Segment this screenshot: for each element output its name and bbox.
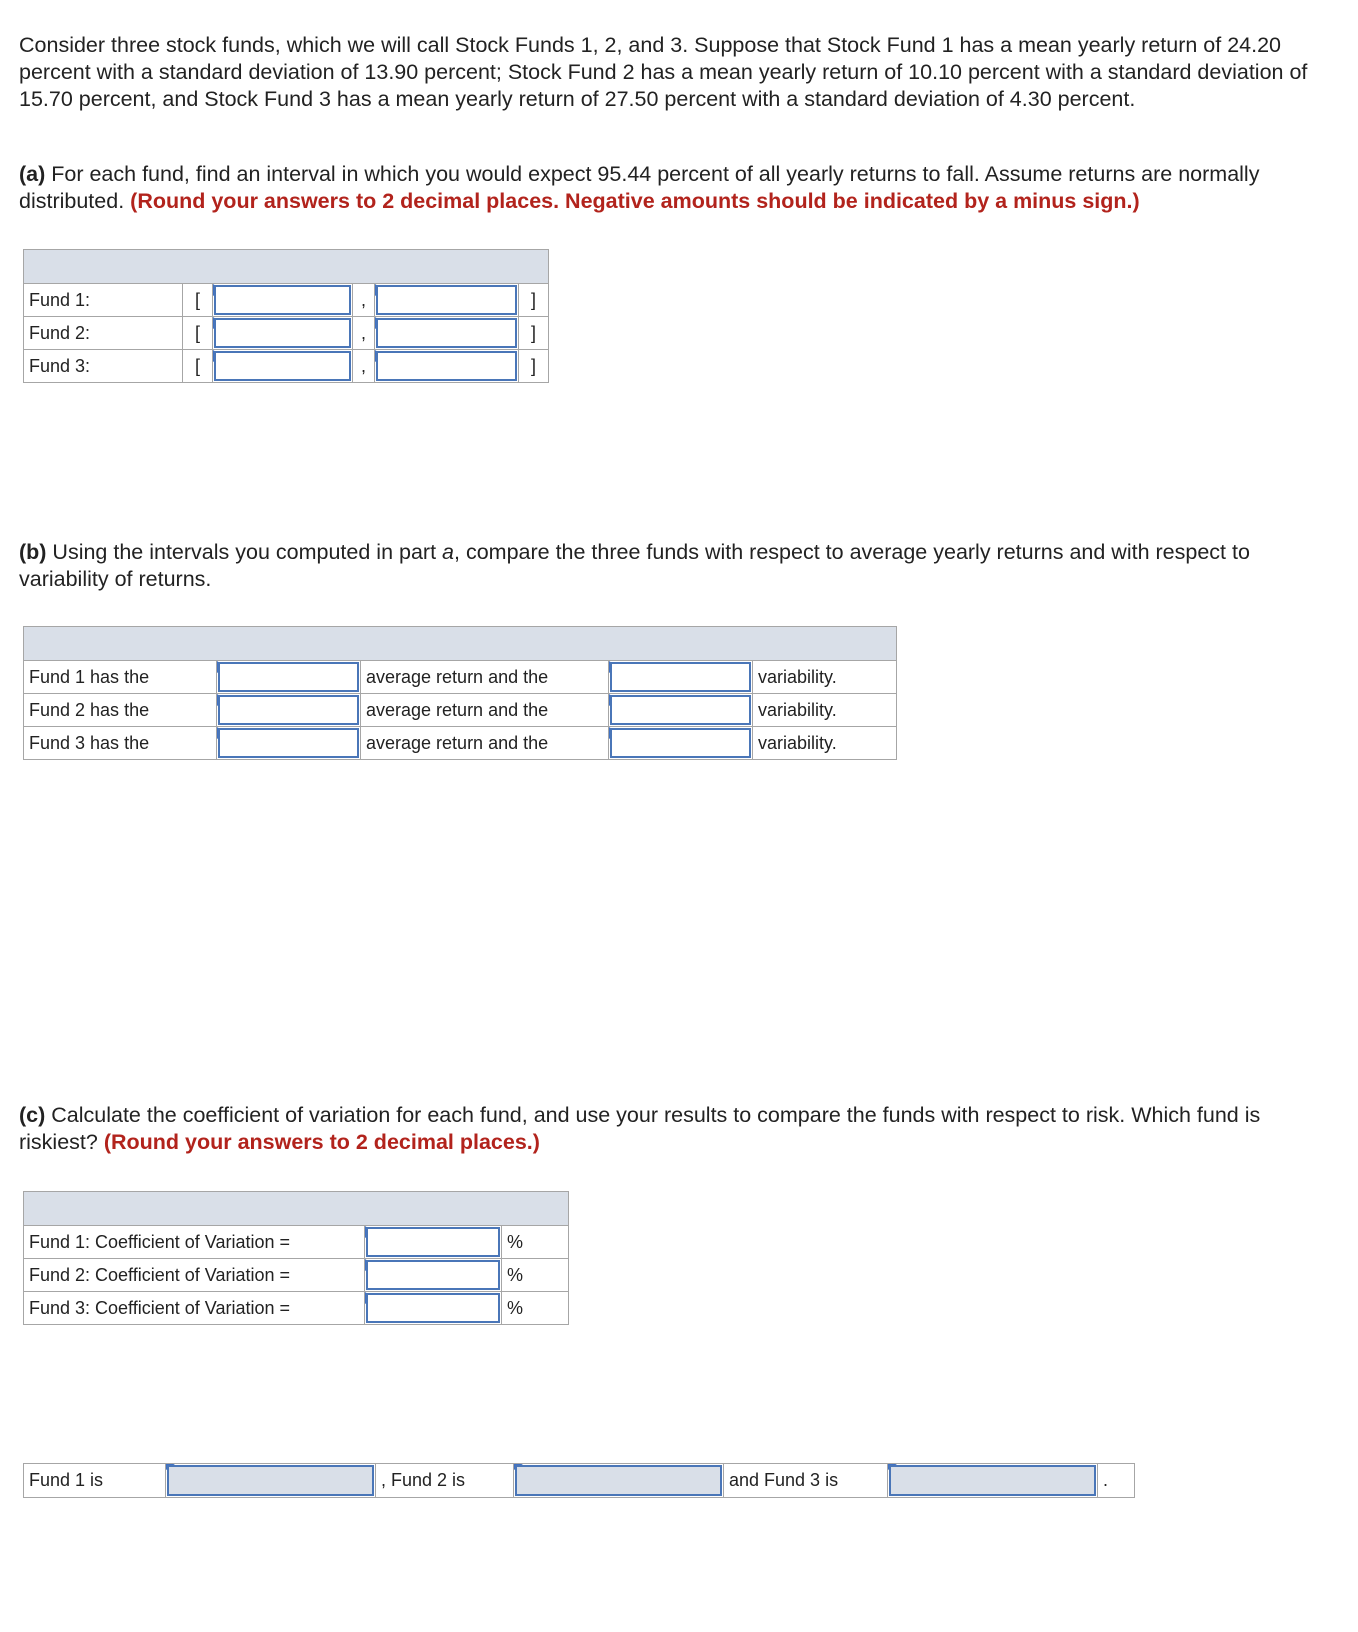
variability-select-cell [609, 694, 753, 727]
rank-select-cell [888, 1464, 1098, 1498]
variability-select-cell [609, 727, 753, 760]
open-bracket: [ [183, 350, 213, 383]
part-b-table [23, 626, 897, 760]
table-header [24, 627, 897, 661]
fund-3-lower-bound-input[interactable] [214, 351, 351, 381]
mid-text: average return and the [361, 661, 609, 694]
part-c-rounding-note: (Round your answers to 2 decimal places.) [103, 1130, 540, 1154]
open-bracket: [ [183, 284, 213, 317]
fund-1-upper-bound-input[interactable] [376, 285, 517, 315]
comparison-row-fund-2 [24, 694, 897, 727]
row-label: Fund 3: [24, 350, 183, 383]
cv-row-fund-3 [24, 1292, 569, 1325]
part-a-rounding-note: (Round your answers to 2 decimal places. Negative amounts should be indicated by a minus sign.) [130, 189, 1140, 213]
part-b-label: (b) [19, 540, 47, 564]
part-c-cv-table [23, 1191, 569, 1325]
rank-select-cell [514, 1464, 724, 1498]
comma-separator: , [353, 284, 375, 317]
fund-3-cv-input[interactable] [366, 1293, 500, 1323]
fund-2-rank-label: , Fund 2 is [376, 1464, 514, 1498]
upper-bound-cell [375, 350, 519, 383]
close-bracket: ] [519, 284, 549, 317]
interval-row-fund-2 [24, 317, 549, 350]
comma-separator: , [353, 317, 375, 350]
interval-row-fund-3 [24, 350, 549, 383]
percent-unit: % [502, 1226, 569, 1259]
fund-1-return-select[interactable] [218, 662, 359, 692]
part-a-table [23, 249, 549, 383]
open-bracket: [ [183, 317, 213, 350]
row-label: Fund 3: Coefficient of Variation = [24, 1292, 365, 1325]
lower-bound-cell [213, 350, 353, 383]
cv-input-cell [365, 1259, 502, 1292]
row-label: Fund 1 has the [24, 661, 217, 694]
close-bracket: ] [519, 350, 549, 383]
part-c-text: Calculate the coefficient of variation for each fund, and use your results to compare the funds with respect to risk. Which fund is riskiest? [19, 1103, 1261, 1154]
comparison-row-fund-3 [24, 727, 897, 760]
return-select-cell [217, 727, 361, 760]
percent-unit: % [502, 1292, 569, 1325]
lower-bound-cell [213, 317, 353, 350]
table-header [24, 1192, 569, 1226]
part-a-text: For each fund, find an interval in which you would expect 95.44 percent of all yearly returns to fall. Assume returns are normally distributed. [19, 162, 1260, 213]
interval-row-fund-1 [24, 284, 549, 317]
return-select-cell [217, 694, 361, 727]
fund-3-rank-label: and Fund 3 is [724, 1464, 888, 1498]
part-c-ranking-table [23, 1463, 1135, 1498]
comparison-row-fund-1 [24, 661, 897, 694]
cv-input-cell [365, 1226, 502, 1259]
ranking-row [24, 1464, 1135, 1498]
percent-unit: % [502, 1259, 569, 1292]
lower-bound-cell [213, 284, 353, 317]
row-label: Fund 1: [24, 284, 183, 317]
variability-select-cell [609, 661, 753, 694]
row-label: Fund 3 has the [24, 727, 217, 760]
table-header [24, 250, 549, 284]
end-text: variability. [753, 694, 897, 727]
upper-bound-cell [375, 317, 519, 350]
fund-2-upper-bound-input[interactable] [376, 318, 517, 348]
mid-text: average return and the [361, 727, 609, 760]
fund-2-rank-select[interactable] [515, 1465, 722, 1496]
fund-1-rank-label: Fund 1 is [24, 1464, 166, 1498]
end-text: variability. [753, 661, 897, 694]
part-c-label: (c) [19, 1103, 46, 1127]
fund-1-lower-bound-input[interactable] [214, 285, 351, 315]
ranking-end-period: . [1098, 1464, 1135, 1498]
fund-1-cv-input[interactable] [366, 1227, 500, 1257]
fund-1-variability-select[interactable] [610, 662, 751, 692]
comma-separator: , [353, 350, 375, 383]
cv-row-fund-2 [24, 1259, 569, 1292]
part-a-question [19, 161, 1339, 215]
return-select-cell [217, 661, 361, 694]
fund-2-cv-input[interactable] [366, 1260, 500, 1290]
fund-2-lower-bound-input[interactable] [214, 318, 351, 348]
fund-3-variability-select[interactable] [610, 728, 751, 758]
mid-text: average return and the [361, 694, 609, 727]
problem-intro: Consider three stock funds, which we will call Stock Funds 1, 2, and 3. Suppose that Stock Fund 1 has a mean yearly return of 24.20 percent with a standard deviation of 13.90 percent; Stock Fund 2 has a mean yearly return of 10.10 percent with a standard deviation of 15.70 percent, and Stock Fund 3 has a mean yearly return of 27.50 percent with a standard deviation of 4.30 percent. [19, 33, 1308, 111]
rank-select-cell [166, 1464, 376, 1498]
row-label: Fund 2 has the [24, 694, 217, 727]
end-text: variability. [753, 727, 897, 760]
part-a-label: (a) [19, 162, 46, 186]
part-b-text: Using the intervals you computed in part [46, 540, 443, 564]
row-label: Fund 1: Coefficient of Variation = [24, 1226, 365, 1259]
fund-2-return-select[interactable] [218, 695, 359, 725]
cv-row-fund-1 [24, 1226, 569, 1259]
part-b-text-end: , compare the three funds with respect to average yearly returns and with respect to variability of returns. [19, 540, 1250, 591]
cv-input-cell [365, 1292, 502, 1325]
fund-2-variability-select[interactable] [610, 695, 751, 725]
row-label: Fund 2: [24, 317, 183, 350]
part-b-question [19, 539, 1339, 593]
part-c-question [19, 1102, 1339, 1156]
fund-3-rank-select[interactable] [889, 1465, 1096, 1496]
row-label: Fund 2: Coefficient of Variation = [24, 1259, 365, 1292]
fund-1-rank-select[interactable] [167, 1465, 374, 1496]
close-bracket: ] [519, 317, 549, 350]
part-b-italic: a [442, 540, 454, 564]
fund-3-upper-bound-input[interactable] [376, 351, 517, 381]
upper-bound-cell [375, 284, 519, 317]
fund-3-return-select[interactable] [218, 728, 359, 758]
